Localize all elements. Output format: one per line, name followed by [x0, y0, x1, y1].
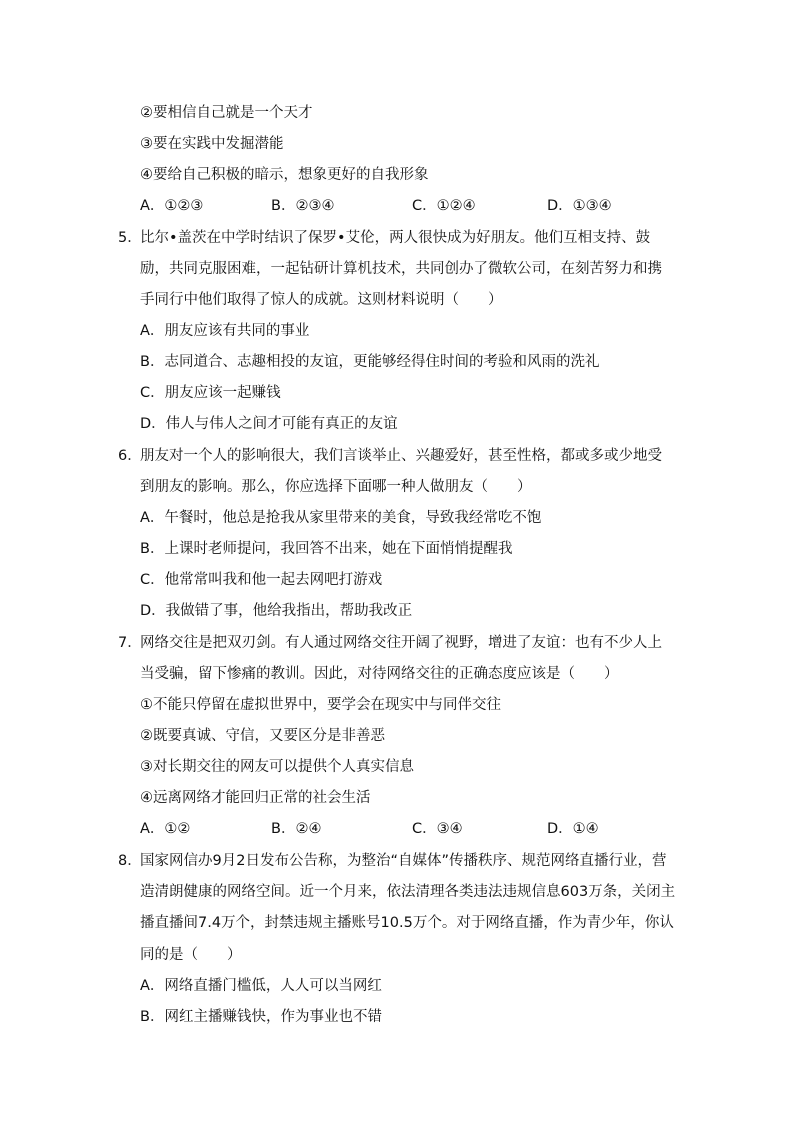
question-5-number: 5．	[118, 230, 142, 246]
q4-option-c[interactable]: C．①②④	[412, 198, 476, 214]
question-5-stem: 比尔•盖茨在中学时结识了保罗•艾伦，两人很快成为好朋友。他们互相支持、鼓励，共同克服困难，一起钻研计算机技术，共同创办了微软公司，在刻苦努力和携手同行中他们取得了惊人的成就。这则材料说明（ ）	[140, 230, 662, 309]
q5-option-b[interactable]: B．志同道合、志趣相投的友谊，更能够经得住时间的考验和风雨的洗礼	[140, 354, 600, 370]
q6-option-d[interactable]: D．我做错了事，他给我指出，帮助我改正	[140, 603, 413, 619]
q6-option-c[interactable]: C．他常常叫我和他一起去网吧打游戏	[140, 572, 383, 588]
question-8-stem: 国家网信办9月2日发布公告称，为整治“自媒体”传播秩序、规范网络直播行业，营造清朗健康的网络空间。近一个月来，依法清理各类违法违规信息603万条，关闭主播直播间7.4万个，封禁违规主播账号10.5万个。对于网络直播，作为青少年，你认同的是（ ）	[140, 853, 676, 963]
q8-option-b[interactable]: B．网红主播赚钱快，作为事业也不错	[140, 1009, 382, 1025]
q4-statement-4: ④要给自己积极的暗示，想象更好的自我形象	[140, 167, 429, 183]
q4-statement-2: ②要相信自己就是一个天才	[140, 105, 313, 121]
q4-options	[140, 196, 680, 216]
q5-option-d[interactable]: D．伟人与伟人之间才可能有真正的友谊	[140, 416, 398, 432]
q4-option-b[interactable]: B．②③④	[271, 198, 335, 214]
question-8-number: 8．	[118, 853, 142, 869]
q7-options	[140, 819, 680, 839]
q4-option-d[interactable]: D．①③④	[547, 198, 612, 214]
question-6-number: 6．	[118, 448, 142, 464]
q7-option-b[interactable]: B．②④	[271, 821, 322, 837]
q7-option-a[interactable]: A．①②	[140, 821, 191, 837]
q7-statement-4: ④远离网络才能回归正常的社会生活	[140, 790, 371, 806]
question-7-stem: 网络交往是把双刃剑。有人通过网络交往开阔了视野，增进了友谊：也有不少人上当受骗，留下惨痛的教训。因此，对待网络交往的正确态度应该是（ ）	[140, 635, 662, 683]
q7-statement-1: ①不能只停留在虚拟世界中，要学会在现实中与同伴交往	[140, 697, 501, 713]
q8-option-a[interactable]: A．网络直播门槛低，人人可以当网红	[140, 978, 382, 994]
q5-option-a[interactable]: A．朋友应该有共同的事业	[140, 323, 310, 339]
q5-option-c[interactable]: C．朋友应该一起赚钱	[140, 385, 281, 401]
q6-option-b[interactable]: B．上课时老师提问，我回答不出来，她在下面悄悄提醒我	[140, 541, 513, 557]
question-7-number: 7．	[118, 635, 142, 651]
q7-option-c[interactable]: C．③④	[412, 821, 463, 837]
q7-statement-3: ③对长期交往的网友可以提供个人真实信息	[140, 759, 414, 775]
question-5	[118, 228, 678, 323]
q4-statement-3: ③要在实践中发掘潜能	[140, 136, 284, 152]
q6-option-a[interactable]: A．午餐时，他总是抢我从家里带来的美食，导致我经常吃不饱	[140, 510, 542, 526]
question-6-stem: 朋友对一个人的影响很大，我们言谈举止、兴趣爱好，甚至性格，都或多或少地受到朋友的影响。那么，你应选择下面哪一种人做朋友（ ）	[140, 448, 662, 496]
question-7	[118, 633, 678, 697]
question-6	[118, 446, 678, 510]
q7-statement-2: ②既要真诚、守信，又要区分是非善恶	[140, 728, 385, 744]
question-8	[118, 851, 678, 966]
q7-option-d[interactable]: D．①④	[547, 821, 599, 837]
q4-option-a[interactable]: A．①②③	[140, 198, 204, 214]
